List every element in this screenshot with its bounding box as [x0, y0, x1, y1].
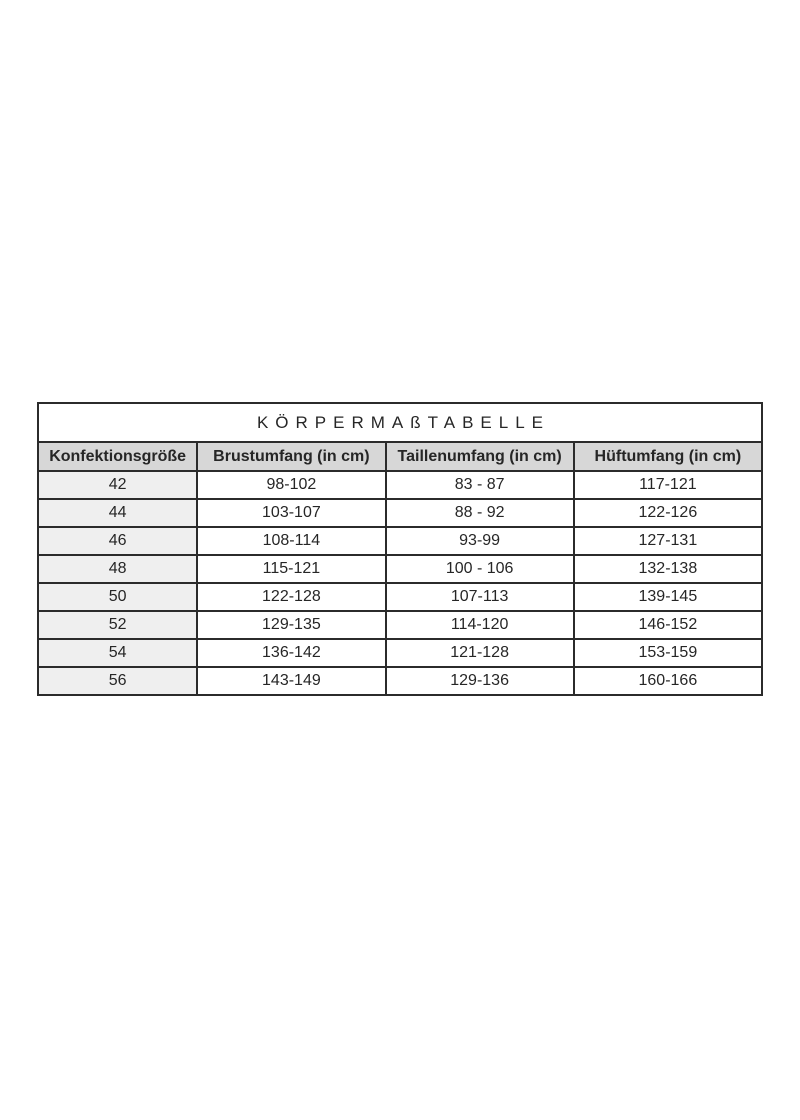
measurement-cell: 108-114	[197, 527, 385, 555]
measurement-cell: 153-159	[574, 639, 762, 667]
measurement-cell: 114-120	[386, 611, 574, 639]
measurement-cell: 93-99	[386, 527, 574, 555]
measurement-cell: 136-142	[197, 639, 385, 667]
table-title-row	[38, 403, 762, 442]
measurement-cell: 83 - 87	[386, 471, 574, 499]
measurement-cell: 121-128	[386, 639, 574, 667]
measurement-cell: 143-149	[197, 667, 385, 695]
table-row	[38, 527, 762, 555]
measurement-cell: 146-152	[574, 611, 762, 639]
table-row	[38, 471, 762, 499]
measurement-cell: 139-145	[574, 583, 762, 611]
measurement-cell: 122-128	[197, 583, 385, 611]
column-header-hueftumfang: Hüftumfang (in cm)	[574, 442, 762, 471]
table-title: KÖRPERMAßTABELLE	[38, 403, 762, 442]
table-row	[38, 583, 762, 611]
measurement-cell: 160-166	[574, 667, 762, 695]
table-row	[38, 639, 762, 667]
measurement-cell: 107-113	[386, 583, 574, 611]
measurement-cell: 122-126	[574, 499, 762, 527]
column-header-brustumfang: Brustumfang (in cm)	[197, 442, 385, 471]
measurement-cell: 117-121	[574, 471, 762, 499]
table-row	[38, 667, 762, 695]
size-cell: 54	[38, 639, 197, 667]
measurement-cell: 100 - 106	[386, 555, 574, 583]
size-cell: 44	[38, 499, 197, 527]
size-cell: 48	[38, 555, 197, 583]
size-chart-table	[37, 402, 763, 696]
measurement-cell: 88 - 92	[386, 499, 574, 527]
measurement-cell: 129-136	[386, 667, 574, 695]
measurement-cell: 115-121	[197, 555, 385, 583]
measurement-cell: 127-131	[574, 527, 762, 555]
measurement-cell: 129-135	[197, 611, 385, 639]
size-cell: 46	[38, 527, 197, 555]
table-row	[38, 499, 762, 527]
table-row	[38, 555, 762, 583]
column-header-konfektionsgroesse: Konfektionsgröße	[38, 442, 197, 471]
size-cell: 52	[38, 611, 197, 639]
table-row	[38, 611, 762, 639]
table-body	[38, 471, 762, 695]
size-cell: 56	[38, 667, 197, 695]
size-cell: 50	[38, 583, 197, 611]
measurement-cell: 132-138	[574, 555, 762, 583]
size-cell: 42	[38, 471, 197, 499]
table-header-row	[38, 442, 762, 471]
measurement-cell: 103-107	[197, 499, 385, 527]
column-header-taillenumfang: Taillenumfang (in cm)	[386, 442, 574, 471]
measurement-cell: 98-102	[197, 471, 385, 499]
